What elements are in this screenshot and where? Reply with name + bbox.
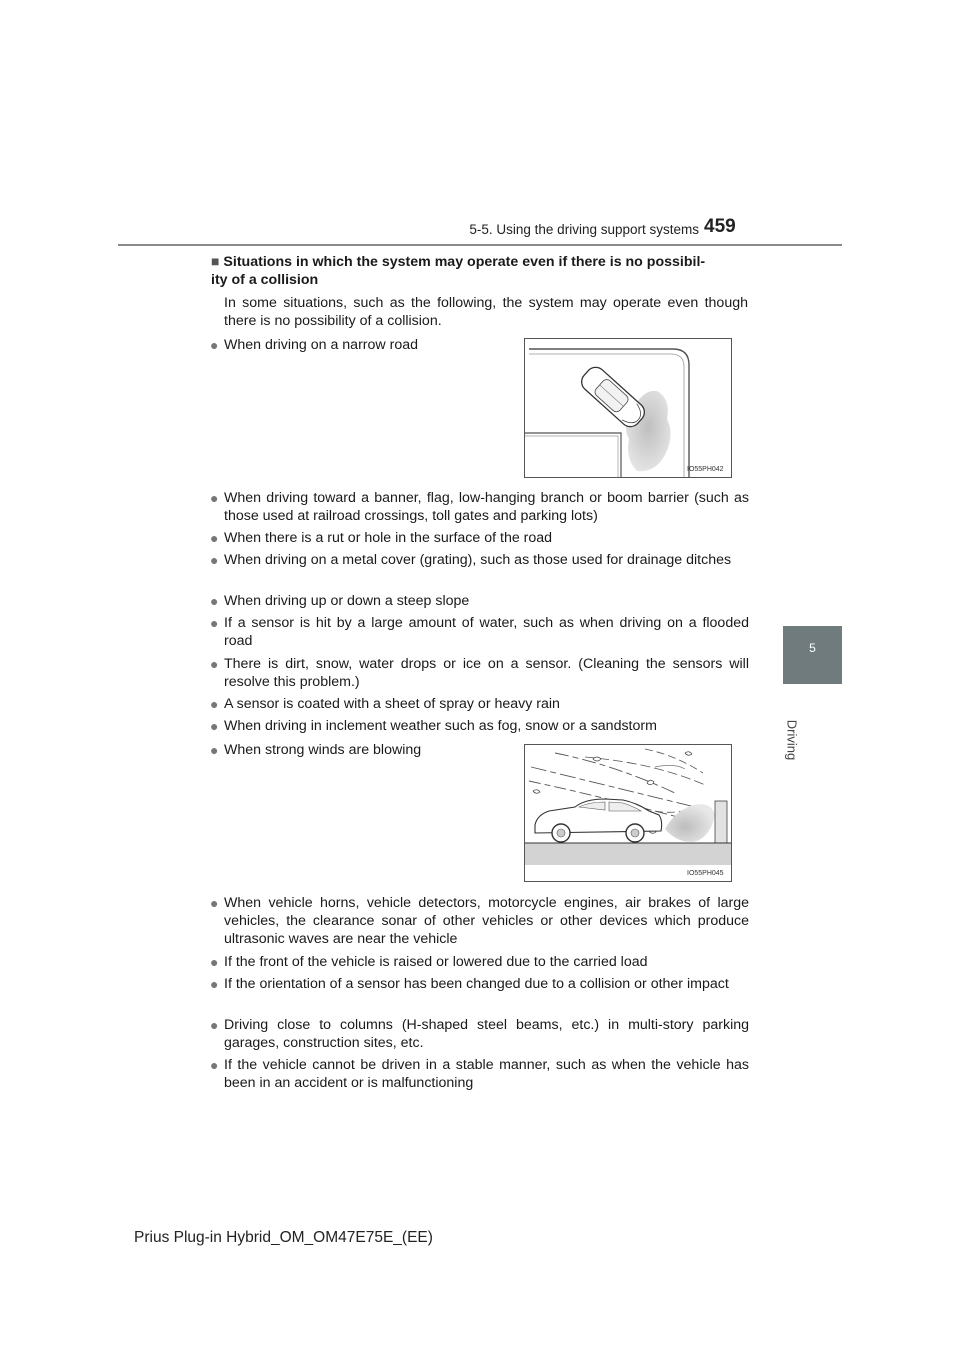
narrow-road-illustration <box>524 338 732 478</box>
figure-code: IO55PH042 <box>687 466 724 473</box>
bullet-dot-icon: ● <box>210 696 219 712</box>
bullet-dot-icon: ● <box>210 1017 219 1033</box>
section-title-line-1: Situations in which the system may operate even if there is no possibil- <box>223 254 706 270</box>
chapter-number: 5 <box>809 641 816 655</box>
bullet-dot-icon: ● <box>210 976 219 992</box>
header-section-title: 5-5. Using the driving support systems <box>469 222 699 237</box>
bullet-dot-icon: ● <box>210 593 219 609</box>
chapter-label <box>770 700 850 780</box>
bullet-dot-icon: ● <box>210 1057 219 1073</box>
chapter-label-text: Driving <box>784 719 800 761</box>
bullet-dot-icon: ● <box>210 718 219 734</box>
bullet-dot-icon: ● <box>210 337 219 353</box>
section-title <box>211 252 751 289</box>
bullet-dot-icon: ● <box>210 954 219 970</box>
strong-winds-illustration <box>524 744 732 882</box>
bullet-dot-icon: ● <box>210 656 219 672</box>
header-divider <box>118 244 842 246</box>
bullet-dot-icon: ● <box>210 552 219 568</box>
chapter-tab <box>783 626 842 684</box>
bullet-dot-icon: ● <box>210 895 219 911</box>
bullet-dot-icon: ● <box>210 742 219 758</box>
footer-manual-id: Prius Plug-in Hybrid_OM_OM47E75E_(EE) <box>134 1229 433 1246</box>
bullet-dot-icon: ● <box>210 615 219 631</box>
strong-winds-drawing <box>525 745 731 881</box>
bullet-dot-icon: ● <box>210 530 219 546</box>
section-title-line-2: ity of a collision <box>211 272 319 288</box>
figure-code: IO55PH045 <box>687 870 724 877</box>
page-number: 459 <box>704 216 736 237</box>
narrow-road-drawing <box>525 339 731 477</box>
intro-paragraph: In some situations, such as the following, the system may operate even though there is no possibility of a collision. <box>224 295 748 329</box>
bullet-dot-icon: ● <box>210 490 219 506</box>
square-bullet-icon: ■ <box>211 253 220 269</box>
